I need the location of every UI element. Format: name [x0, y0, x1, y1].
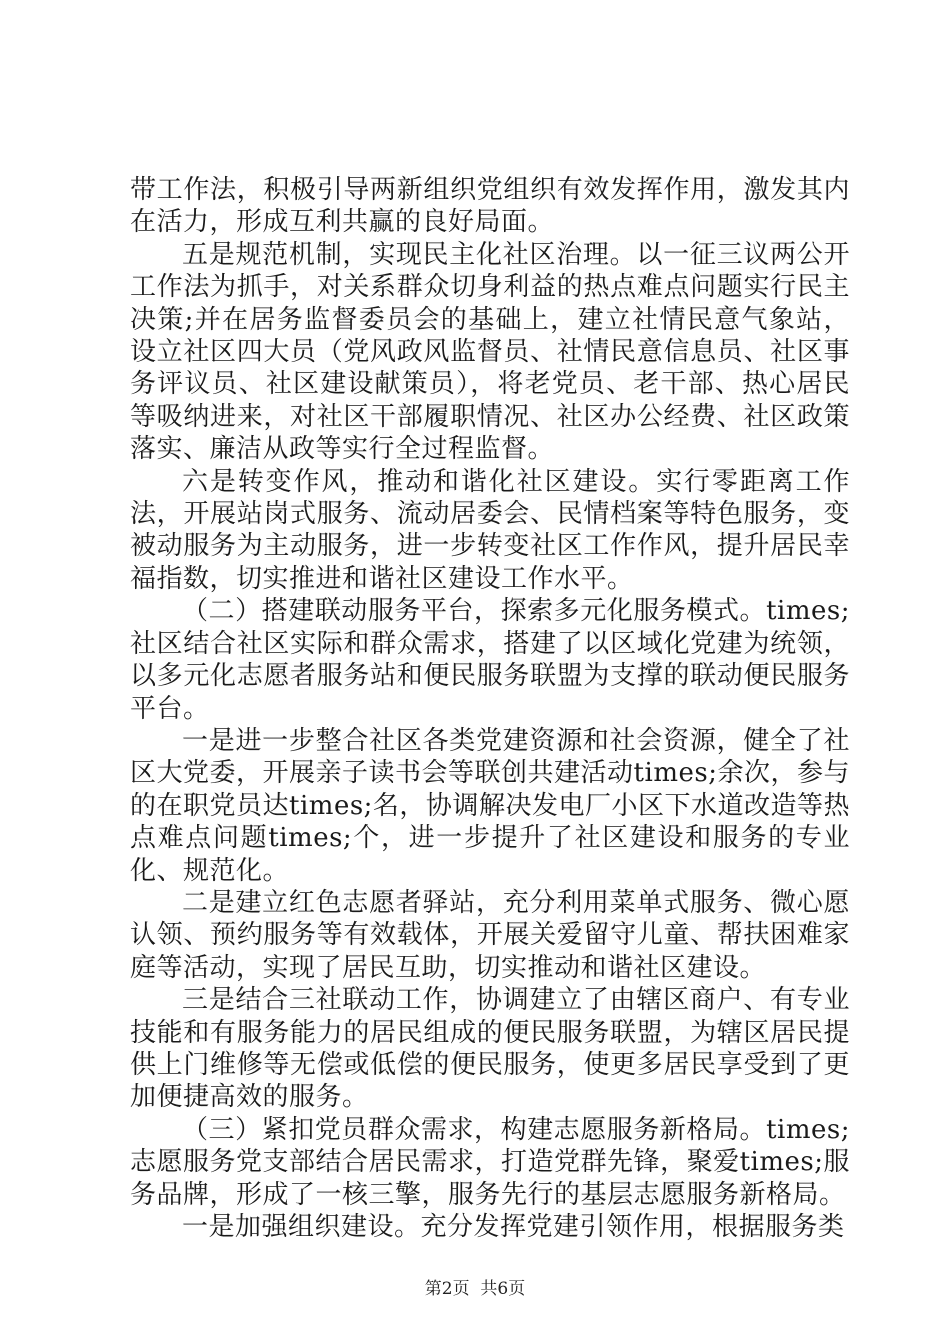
section-heading-three: （三）紧扣党员群众需求，构建志愿服务新格局。times;志愿服务党支部结合居民需求，打造党群先锋，聚爱times;服务品牌，形成了一核三擎，服务先行的基层志愿服务新格局。: [130, 1114, 850, 1210]
section-heading-two: （二）搭建联动服务平台，探索多元化服务模式。times;社区结合社区实际和群众需求，搭建了以区域化党建为统领，以多元化志愿者服务站和便民服务联盟为支撑的联动便民服务平台。: [130, 596, 850, 724]
page-number-footer: 第2页 共6页: [424, 1279, 526, 1299]
paragraph-point-five: 五是规范机制，实现民主化社区治理。以一征三议两公开工作法为抓手，对关系群众切身利益的热点难点问题实行民主决策;并在居务监督委员会的基础上，建立社情民意气象站，设立社区四大员（党风政风监督员、社情民意信息员、社区事务评议员、社区建设献策员），将老党员、老干部、热心居民等吸纳进来，对社区干部履职情况、社区办公经费、社区政策落实、廉洁从政等实行全过程监督。: [130, 239, 850, 465]
paragraph-item-one-org: 一是加强组织建设。充分发挥党建引领作用，根据服务类: [182, 1212, 845, 1242]
paragraph-item-two: 二是建立红色志愿者驿站，充分利用菜单式服务、微心愿认领、预约服务等有效载体，开展关爱留守儿童、帮扶困难家庭等活动，实现了居民互助，切实推动和谐社区建设。: [130, 887, 850, 983]
paragraph-continuation: 带工作法，积极引导两新组织党组织有效发挥作用，激发其内在活力，形成互利共赢的良好局面。: [130, 175, 850, 238]
paragraph-point-six: 六是转变作风，推动和谐化社区建设。实行零距离工作法，开展站岗式服务、流动居委会、民情档案等特色服务，变被动服务为主动服务，进一步转变社区工作作风，提升居民幸福指数，切实推进和谐社区建设工作水平。: [130, 466, 850, 594]
paragraph-item-three: 三是结合三社联动工作，协调建立了由辖区商户、有专业技能和有服务能力的居民组成的便民服务联盟，为辖区居民提供上门维修等无偿或低偿的便民服务，使更多居民享受到了更加便捷高效的服务。: [130, 985, 850, 1113]
paragraph-item-one: 一是进一步整合社区各类党建资源和社会资源，健全了社区大党委，开展亲子读书会等联创共建活动times;余次，参与的在职党员达times;名，协调解决发电厂小区下水道改造等热点难点问题times;个，进一步提升了社区建设和服务的专业化、规范化。: [130, 725, 850, 886]
document-body: [130, 174, 850, 1243]
